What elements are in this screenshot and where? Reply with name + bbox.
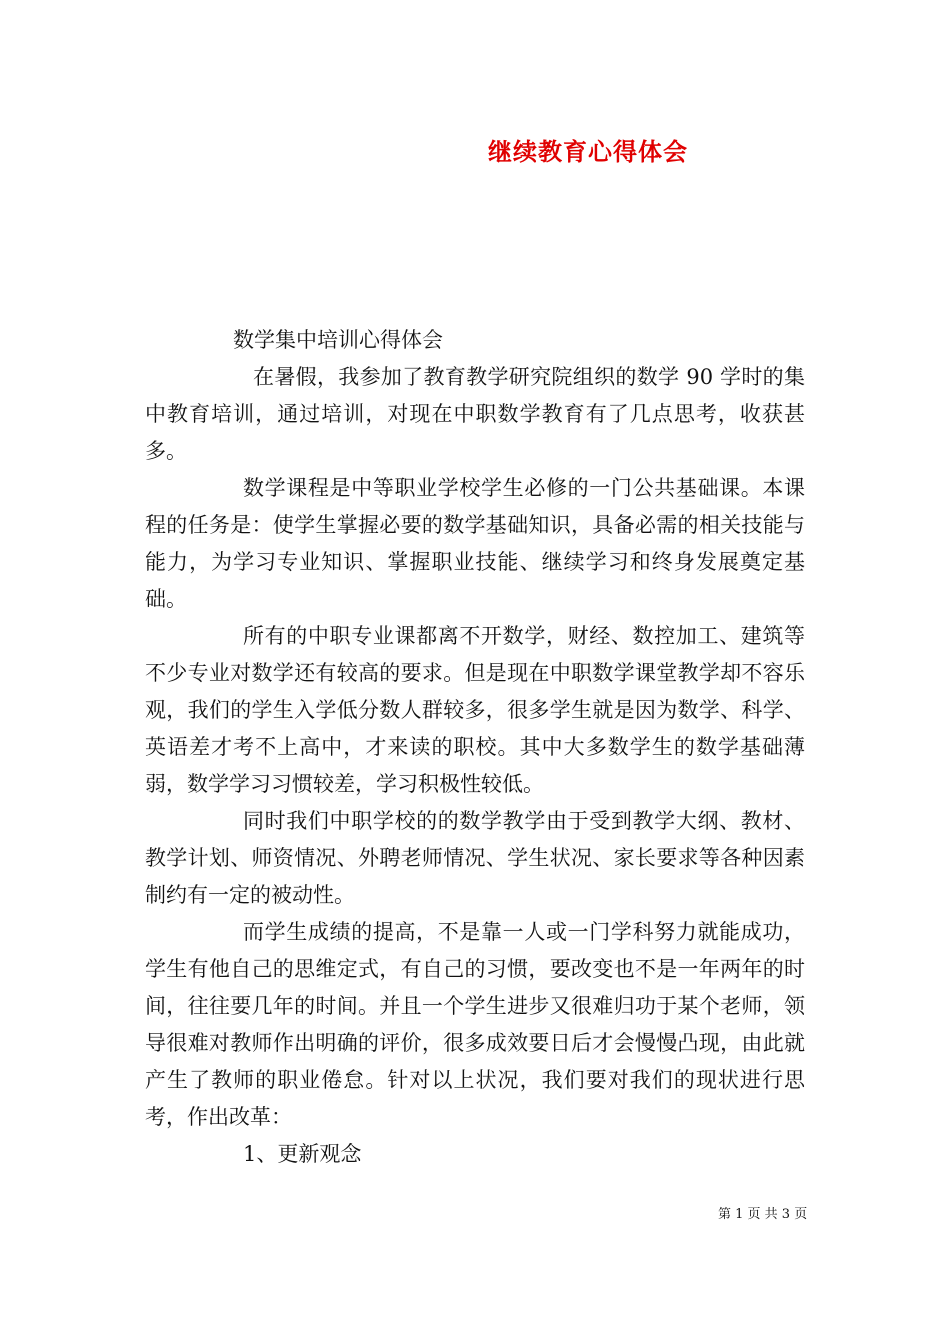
section-subheading: 数学集中培训心得体会 <box>233 328 443 352</box>
document-title: 继续教育心得体会 <box>488 137 688 166</box>
paragraph-4: 同时我们中职学校的的数学教学由于受到教学大纲、教材、教学计划、师资情况、外聘老师情况、学生状况、家长要求等各种因素制约有一定的被动性。 <box>145 809 805 907</box>
paragraph-1: 在暑假，我参加了教育教学研究院组织的数学 90 学时的集中教育培训，通过培训，对现在中职数学教育有了几点思考，收获甚多。 <box>145 365 805 463</box>
paragraph-2: 数学课程是中等职业学校学生必修的一门公共基础课。本课程的任务是：使学生掌握必要的数学基础知识，具备必需的相关技能与能力，为学习专业知识、掌握职业技能、继续学习和终身发展奠定基础。 <box>145 476 805 611</box>
paragraph-3: 所有的中职专业课都离不开数学，财经、数控加工、建筑等不少专业对数学还有较高的要求。但是现在中职数学课堂教学却不容乐观，我们的学生入学低分数人群较多，很多学生就是因为数学、科学、英语差才考不上高中，才来读的职校。其中大多数学生的数学基础薄弱，数学学习习惯较差，学习积极性较低。 <box>145 624 805 796</box>
list-item-1: 1、更新观念 <box>243 1142 362 1166</box>
paragraph-5: 而学生成绩的提高，不是靠一人或一门学科努力就能成功，学生有他自己的思维定式，有自己的习惯，要改变也不是一年两年的时间，往往要几年的时间。并且一个学生进步又很难归功于某个老师，领导很难对教师作出明确的评价，很多成效要日后才会慢慢凸现，由此就产生了教师的职业倦怠。针对以上状况，我们要对我们的现状进行思考，作出改革： <box>145 920 805 1129</box>
document-body <box>145 322 805 1173</box>
page-number-footer: 第 1 页 共 3 页 <box>718 1207 808 1222</box>
